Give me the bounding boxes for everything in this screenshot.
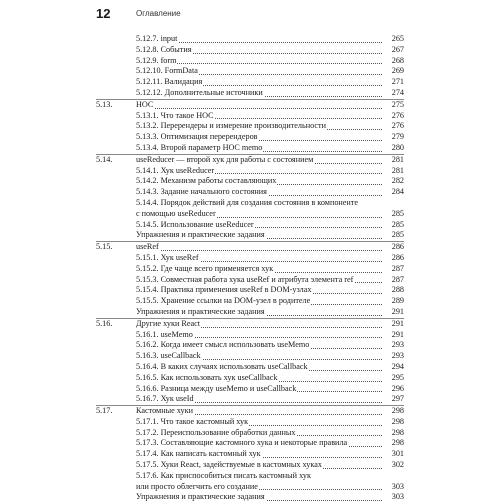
toc-entry-title: 5.12.12. Дополнительные источники	[136, 87, 263, 97]
toc-section-entry	[96, 405, 404, 417]
toc-page-number: 287	[391, 274, 404, 284]
toc-subsection-entry	[96, 340, 404, 351]
toc-subsection-entry	[96, 296, 404, 307]
toc-entry-title: 5.17.2. Переиспользование обработки данных	[136, 427, 296, 437]
toc-entry-title: 5.16.3. useCallback	[136, 351, 201, 361]
toc-page-number: 265	[391, 34, 404, 43]
toc-subsection-entry	[96, 307, 404, 318]
toc-subsection-entry	[96, 77, 404, 88]
toc-entry-title: 5.15.5. Хранение ссылки на DOM-узел в родителе	[136, 296, 311, 306]
toc-subsection-entry	[96, 351, 404, 362]
toc-page-number: 281	[391, 165, 404, 175]
toc-entry-title: 5.12.11. Валидация	[136, 77, 203, 87]
toc-entry-title: с помощью useReducer	[136, 208, 216, 218]
toc-subsection-entry	[96, 198, 404, 220]
toc-subsection-entry	[96, 330, 404, 341]
toc-page-number: 280	[391, 142, 404, 152]
toc-entry-title: Упражнения и практические задания	[136, 306, 265, 316]
toc-section-number: 5.14.	[96, 154, 113, 164]
toc-entry-title: 5.14.4. Порядок действий для создания состояния в компоненте	[136, 197, 359, 207]
toc-entry-title: 5.14.3. Задание начального состояния	[136, 187, 267, 197]
running-title: Оглавление	[136, 9, 181, 18]
toc-page-number: 294	[391, 361, 404, 371]
toc-page-number: 287	[391, 263, 404, 273]
toc-page-number: 276	[391, 110, 404, 120]
toc-entry-title: 5.16.6. Разница между useMemo и useCallback	[136, 383, 297, 393]
toc-page-number: 282	[391, 176, 404, 186]
toc-entry-title: 5.16.5. Как использовать хук useCallback	[136, 372, 278, 382]
toc-entry-title: 5.16.7. Хук useId	[136, 394, 194, 404]
toc-page-number: 279	[391, 132, 404, 142]
toc-page-number: 284	[391, 187, 404, 197]
toc-page-number: 297	[391, 394, 404, 404]
toc-subsection-entry	[96, 220, 404, 231]
toc-subsection-entry	[96, 471, 404, 493]
toc-page-number: 291	[391, 318, 404, 328]
toc-entry-title: 5.17.3. Составляющие кастомного хука и некоторые правила	[136, 438, 348, 448]
toc-entry-title: 5.16.4. В каких случаях использовать useCallback	[136, 361, 308, 371]
toc-page-number: 298	[391, 438, 404, 448]
toc-subsection-entry	[96, 230, 404, 241]
toc-subsection-entry	[96, 384, 404, 395]
toc-subsection-entry	[96, 438, 404, 449]
toc-page-number: 275	[391, 99, 404, 109]
toc-subsection-entry	[96, 253, 404, 264]
toc-subsection-entry	[96, 275, 404, 286]
toc-entry-title: Кастомные хуки	[136, 406, 194, 416]
toc-page-number: 301	[391, 449, 404, 459]
toc-entry-title: 5.15.1. Хук useRef	[136, 252, 199, 262]
toc-entry-title: Другие хуки React	[136, 318, 201, 328]
toc-subsection-entry	[96, 34, 404, 45]
toc-entry-title: useRef	[136, 242, 159, 252]
toc-page-number: 291	[391, 329, 404, 339]
toc-subsection-entry	[96, 394, 404, 405]
toc-subsection-entry	[96, 417, 404, 428]
toc-entry-title: 5.14.5. Использование useReducer	[136, 219, 254, 229]
toc-page-number: 291	[391, 306, 404, 316]
toc-subsection-entry	[96, 132, 404, 143]
toc-subsection-entry	[96, 88, 404, 99]
toc-section-entry	[96, 318, 404, 330]
toc-page-number: 288	[391, 285, 404, 295]
toc-page-number: 274	[391, 87, 404, 97]
toc-subsection-entry	[96, 66, 404, 77]
toc-subsection-entry	[96, 143, 404, 154]
toc-page-number: 303	[391, 481, 404, 491]
toc-page-number: 298	[391, 427, 404, 437]
toc-entry-title: 5.12.7. input	[136, 34, 178, 43]
toc-subsection-entry	[96, 45, 404, 56]
toc-page-number: 285	[391, 219, 404, 229]
toc-subsection-entry	[96, 449, 404, 460]
toc-page-number: 302	[391, 460, 404, 470]
toc-page-number: 267	[391, 44, 404, 54]
toc-entry-title: 5.15.3. Совместная работа хука useRef и атрибута элемента ref	[136, 274, 354, 284]
toc-page-number: 293	[391, 351, 404, 361]
toc-subsection-entry	[96, 264, 404, 275]
toc-entry-title: 5.17.4. Как написать кастомный хук	[136, 449, 261, 459]
toc-subsection-entry	[96, 56, 404, 67]
toc-subsection-entry	[96, 121, 404, 132]
toc-entry-title: 5.17.5. Хуки React, задействуемые в кастомных хуках	[136, 460, 322, 470]
toc-entry-title: 5.13.2. Перерендеры и измерение производительности	[136, 121, 327, 131]
toc-entry-title: 5.12.10. FormData	[136, 66, 198, 76]
toc-subsection-entry	[96, 111, 404, 122]
toc-entry-title: 5.13.1. Что такое HOC	[136, 110, 214, 120]
toc-page-number: 298	[391, 416, 404, 426]
toc-entry-title: 5.12.8. События	[136, 44, 192, 54]
page-number: 12	[96, 6, 111, 21]
toc-entry-title: 5.13.4. Второй параметр HOC memo	[136, 142, 263, 152]
toc-entry-title: 5.14.2. Механизм работы составляющих	[136, 176, 277, 186]
toc-subsection-entry	[96, 187, 404, 198]
dot-leader	[136, 108, 382, 109]
toc-entry-title: HOC	[136, 99, 154, 109]
toc-entry-title: 5.13.3. Оптимизация перерендеров	[136, 132, 258, 142]
toc-page-number: 269	[391, 66, 404, 76]
toc-page-number: 281	[391, 154, 404, 164]
toc-section-entry	[96, 99, 404, 111]
toc-subsection-entry	[96, 373, 404, 384]
toc-subsection-entry	[96, 285, 404, 296]
toc-entry-title: Упражнения и практические задания	[136, 230, 265, 240]
toc-entry-title: 5.16.2. Когда имеет смысл использовать useMemo	[136, 340, 310, 350]
toc-page-number: 286	[391, 242, 404, 252]
toc-section-number: 5.16.	[96, 318, 113, 328]
toc-section-entry	[96, 241, 404, 253]
toc-entry-title: 5.17.6. Как приспособиться писать кастомный хук	[136, 470, 311, 480]
toc-entry-title: или просто облегчить его создание	[136, 481, 258, 491]
toc-page-number: 268	[391, 55, 404, 65]
toc-section-entry	[96, 154, 404, 166]
toc-page-number: 285	[391, 208, 404, 218]
toc-entry-title: 5.15.2. Где чаще всего применяется хук	[136, 263, 274, 273]
table-of-contents	[96, 34, 404, 503]
toc-subsection-entry	[96, 362, 404, 373]
toc-page-number: 296	[391, 383, 404, 393]
toc-page-number: 271	[391, 77, 404, 87]
toc-subsection-entry	[96, 166, 404, 177]
dot-leader	[136, 250, 382, 251]
toc-entry-title: 5.12.9. form	[136, 55, 177, 65]
toc-section-number: 5.15.	[96, 242, 113, 252]
toc-entry-title: useReducer — второй хук для работы с состоянием	[136, 154, 314, 164]
toc-entry-title: 5.16.1. useMemo	[136, 329, 193, 339]
toc-page-number: 276	[391, 121, 404, 131]
toc-subsection-entry	[96, 428, 404, 439]
toc-section-number: 5.13.	[96, 99, 113, 109]
toc-page-number: 289	[391, 296, 404, 306]
toc-entry-title: 5.14.1. Хук useReducer	[136, 165, 215, 175]
toc-subsection-entry	[96, 492, 404, 503]
toc-page-number: 285	[391, 230, 404, 240]
toc-page-number: 303	[391, 492, 404, 502]
running-header	[96, 6, 404, 22]
toc-subsection-entry	[96, 176, 404, 187]
toc-entry-title: 5.15.4. Практика применения useRef в DOM-узлах	[136, 285, 312, 295]
toc-entry-title: 5.17.1. Что такое кастомный хук	[136, 416, 249, 426]
toc-page-number: 286	[391, 252, 404, 262]
toc-page-number: 293	[391, 340, 404, 350]
toc-entry-title: Упражнения и практические задания	[136, 492, 265, 502]
toc-page-number: 298	[391, 406, 404, 416]
toc-section-number: 5.17.	[96, 406, 113, 416]
toc-page-number: 295	[391, 372, 404, 382]
toc-subsection-entry	[96, 460, 404, 471]
